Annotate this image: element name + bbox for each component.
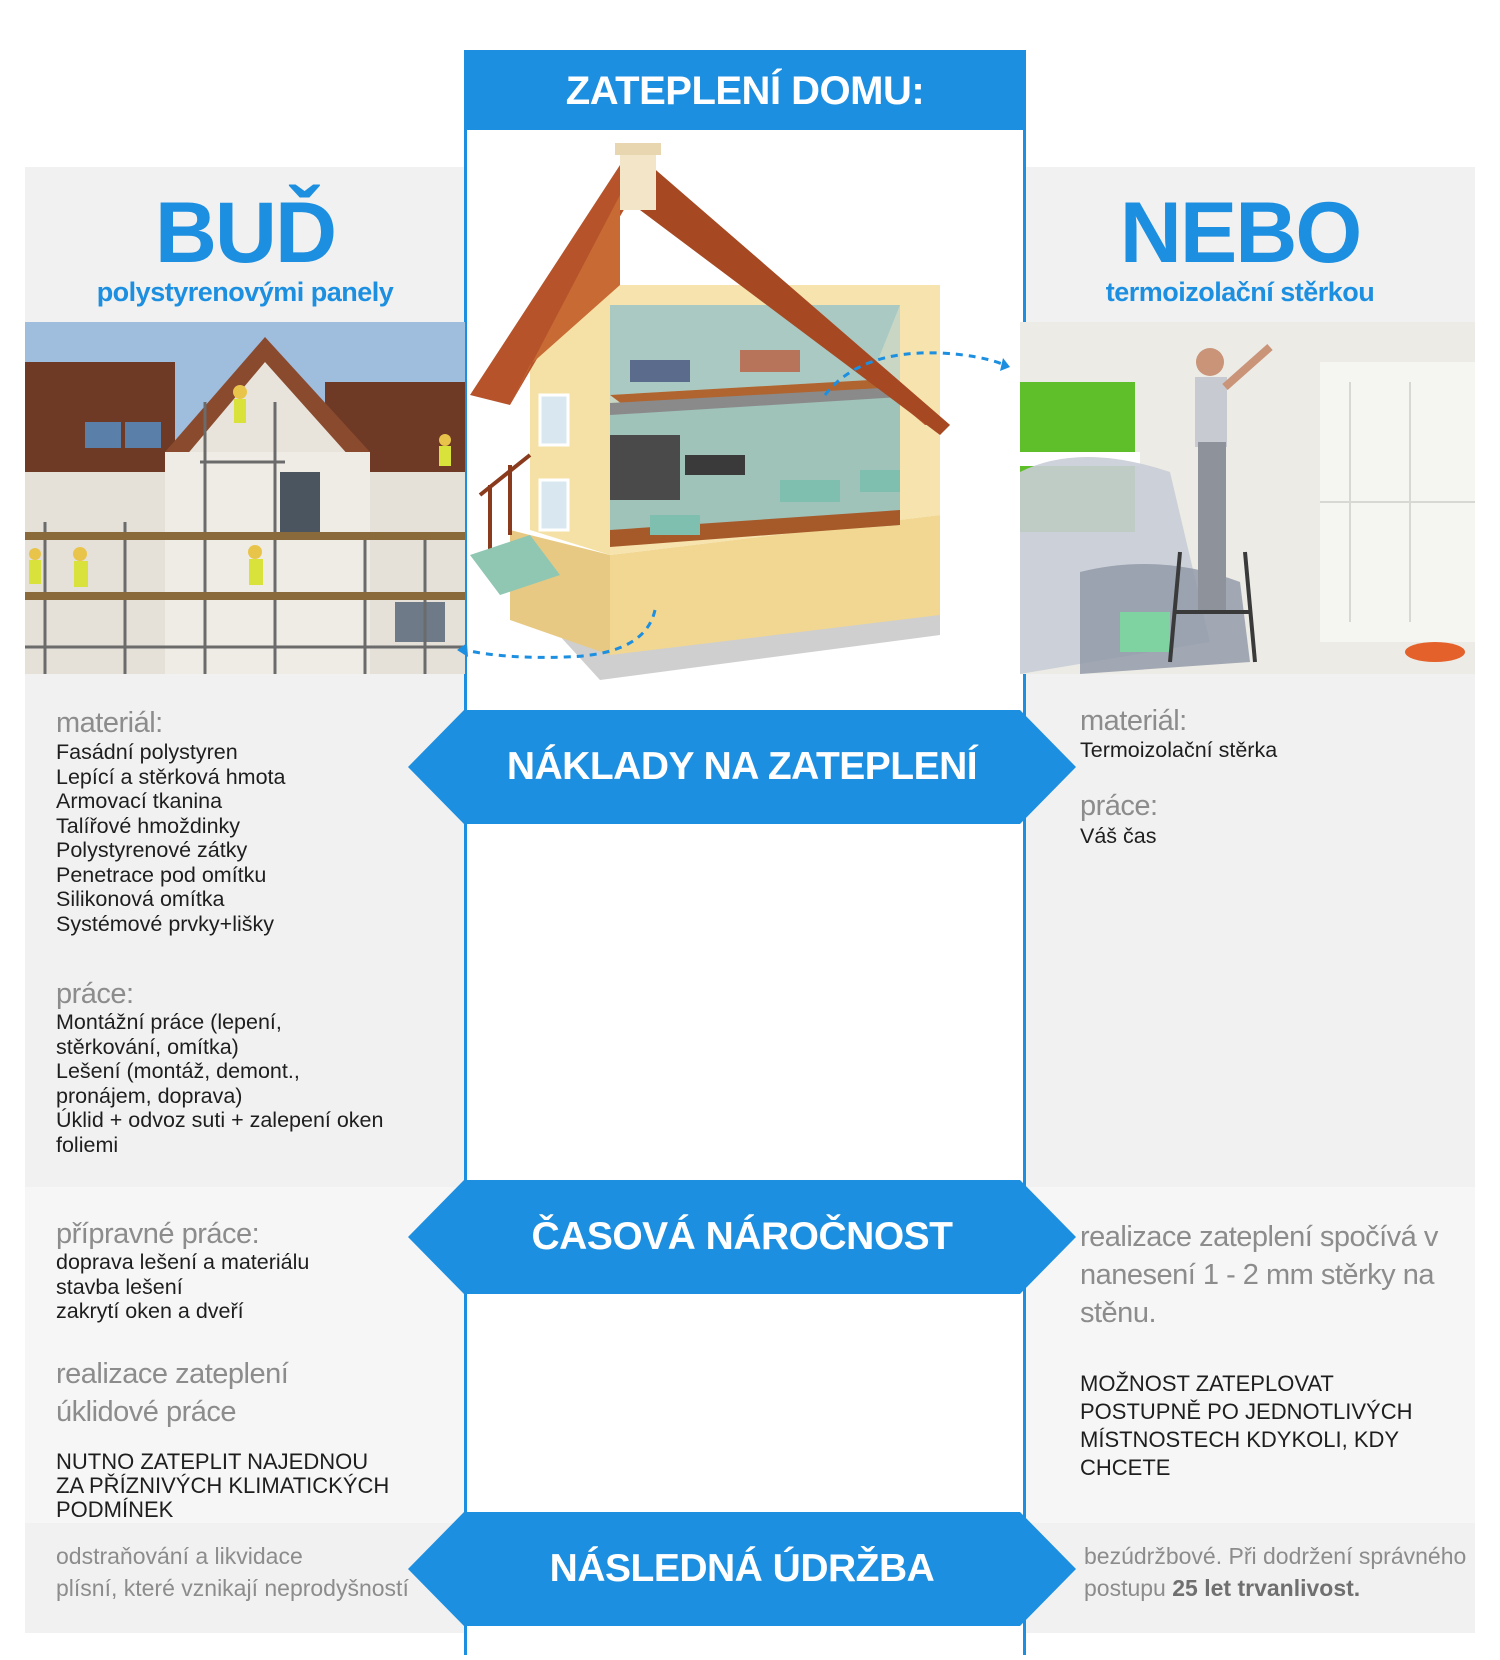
list-item: pronájem, doprava) <box>56 1083 243 1108</box>
left-cleanup-line: úklidové práce <box>56 1396 236 1428</box>
list-item: Fasádní polystyren <box>56 740 238 764</box>
right-work-item: Váš čas <box>1080 824 1157 848</box>
costs-band-label: NÁKLADY NA ZATEPLENÍ <box>506 745 978 788</box>
text-span: postupu <box>1084 1575 1173 1601</box>
caps-line: NUTNO ZATEPLIT NAJEDNOU <box>56 1449 369 1474</box>
house-cutaway-illustration <box>470 135 1015 680</box>
text-line: stěnu. <box>1080 1297 1156 1329</box>
arrow-to-right-icon <box>820 345 1010 405</box>
text-line: nanesení 1 - 2 mm stěrky na <box>1080 1259 1434 1291</box>
page-title: ZATEPLENÍ DOMU: <box>565 69 925 113</box>
list-item: stěrkování, omítka) <box>56 1034 239 1059</box>
left-material-heading: materiál: <box>56 707 163 739</box>
scaffolding-house-photo <box>25 322 465 674</box>
list-item: Armovací tkanina <box>56 789 223 813</box>
caps-line: MÍSTNOSTECH KDYKOLI, KDY <box>1080 1427 1400 1452</box>
caps-line: PODMÍNEK <box>56 1497 174 1522</box>
durability-highlight: 25 let trvanlivost. <box>1172 1575 1361 1601</box>
text-line <box>1084 1572 1474 1604</box>
caps-line: ZA PŘÍZNIVÝCH KLIMATICKÝCH <box>56 1473 390 1498</box>
time-band-label: ČASOVÁ NÁROČNOST <box>531 1215 953 1258</box>
right-caps-note <box>1080 1370 1475 1482</box>
header-banner <box>464 50 1026 130</box>
list-item: Lepící a stěrková hmota <box>56 764 286 789</box>
list-item: Úklid + odvoz suti + zalepení oken <box>56 1108 384 1132</box>
caps-line: MOŽNOST ZATEPLOVAT <box>1080 1371 1334 1396</box>
list-item: Penetrace pod omítku <box>56 862 267 887</box>
list-item: stavba lešení <box>56 1274 183 1299</box>
left-subtitle: polystyrenovými panely <box>96 277 394 307</box>
left-big-title: BUĎ <box>154 185 336 281</box>
left-work-list <box>56 1010 456 1157</box>
left-prep-list <box>56 1250 456 1324</box>
list-item: Systémové prvky+lišky <box>56 911 275 936</box>
text-line: odstraňování a likvidace <box>56 1543 303 1569</box>
right-time-text <box>1080 1218 1475 1332</box>
list-item: doprava lešení a materiálu <box>56 1250 310 1274</box>
right-panel-top <box>1020 167 1475 1187</box>
left-material-list <box>56 740 456 936</box>
list-item: Montážní práce (lepení, <box>56 1010 282 1034</box>
right-subtitle: termoizolační stěrkou <box>1105 277 1375 307</box>
right-big-title: NEBO <box>1119 185 1361 281</box>
list-item: zakrytí oken a dveří <box>56 1299 244 1323</box>
maintenance-band-label: NÁSLEDNÁ ÚDRŽBA <box>549 1547 935 1590</box>
right-material-heading: materiál: <box>1080 705 1187 737</box>
left-maintenance-text <box>56 1540 456 1604</box>
list-item: Polystyrenové zátky <box>56 838 248 862</box>
painter-interior-photo <box>1020 322 1475 674</box>
list-item: Silikonová omítka <box>56 887 225 911</box>
right-maintenance-text <box>1084 1540 1474 1604</box>
list-item: Lešení (montáž, demont., <box>56 1059 300 1083</box>
text-line: realizace zateplení spočívá v <box>1080 1221 1438 1253</box>
text-line: bezúdržbové. Při dodržení správného <box>1084 1543 1467 1569</box>
arrow-to-left-icon <box>455 605 660 665</box>
left-work-heading: práce: <box>56 978 134 1010</box>
text-line: plísní, které vznikají neprodyšností <box>56 1575 409 1601</box>
list-item: foliemi <box>56 1132 119 1157</box>
left-prep-heading: přípravné práce: <box>56 1218 260 1250</box>
caps-line: CHCETE <box>1080 1455 1171 1480</box>
left-realization-line: realizace zateplení <box>56 1358 289 1390</box>
left-caps-note <box>56 1450 456 1522</box>
list-item: Talířové hmoždinky <box>56 813 241 838</box>
right-material-item: Termoizolační stěrka <box>1080 738 1278 762</box>
caps-line: POSTUPNĚ PO JEDNOTLIVÝCH <box>1080 1399 1413 1424</box>
right-work-heading: práce: <box>1080 790 1158 822</box>
